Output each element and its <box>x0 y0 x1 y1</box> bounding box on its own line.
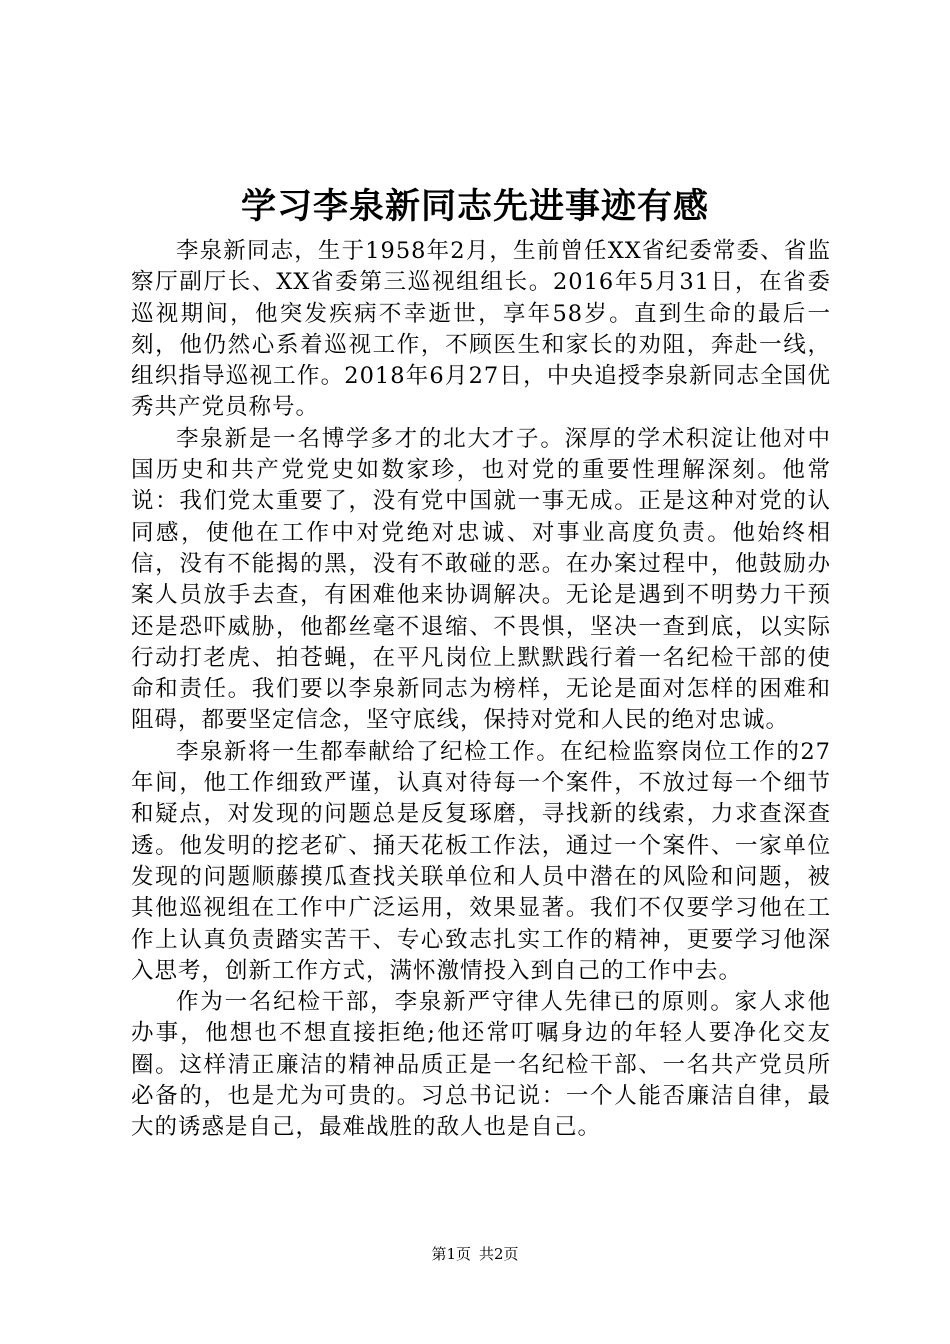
paragraph-1: 李泉新同志，生于1958年2月，生前曾任XX省纪委常委、省监察厅副厅长、XX省委第三巡视组组长。2016年5月31日，在省委巡视期间，他突发疾病不幸逝世，享年58岁。直到生命的最后一刻，他仍然心系着巡视工作，不顾医生和家长的劝阻，奔赴一线，组织指导巡视工作。2018年6月27日，中央追授李泉新同志全国优秀共产党员称号。 <box>131 238 831 421</box>
document-body <box>131 236 831 1144</box>
paragraph-4: 作为一名纪检干部，李泉新严守律人先律已的原则。家人求他办事，他想也不想直接拒绝;他还常叮嘱身边的年轻人要净化交友圈。这样清正廉洁的精神品质正是一名纪检干部、一名共产党员所必备的，也是尤为可贵的。习总书记说：一个人能否廉洁自律，最大的诱惑是自己，最难战胜的敌人也是自己。 <box>131 989 831 1141</box>
page-footer <box>0 1244 950 1264</box>
page-total: 共2页 <box>479 1245 519 1263</box>
page-number: 第1页 <box>431 1245 471 1263</box>
paragraph-2: 李泉新是一名博学多才的北大才子。深厚的学术积淀让他对中国历史和共产党党史如数家珍，也对党的重要性理解深刻。他常说：我们党太重要了，没有党中国就一事无成。正是这种对党的认同感，使他在工作中对党绝对忠诚、对事业高度负责。他始终相信，没有不能揭的黑，没有不敢碰的恶。在办案过程中，他鼓励办案人员放手去查，有困难他来协调解决。无论是遇到不明势力干预还是恐吓威胁，他都丝毫不退缩、不畏惧，坚决一查到底，以实际行动打老虎、拍苍蝇，在平凡岗位上默默践行着一名纪检干部的使命和责任。我们要以李泉新同志为榜样，无论是面对怎样的困难和阻碍，都要坚定信念，坚守底线，保持对党和人民的绝对忠诚。 <box>131 425 831 734</box>
document-title: 学习李泉新同志先进事迹有感 <box>240 186 709 227</box>
paragraph-3: 李泉新将一生都奉献给了纪检工作。在纪检监察岗位工作的27年间，他工作细致严谨，认真对待每一个案件，不放过每一个细节和疑点，对发现的问题总是反复琢磨，寻找新的线索，力求查深查透。他发明的挖老矿、捅天花板工作法，通过一个案件、一家单位发现的问题顺藤摸瓜查找关联单位和人员中潜在的风险和问题，被其他巡视组在工作中广泛运用，效果显著。我们不仅要学习他在工作上认真负责踏实苦干、专心致志扎实工作的精神，更要学习他深入思考，创新工作方式，满怀激情投入到自己的工作中去。 <box>131 738 831 984</box>
